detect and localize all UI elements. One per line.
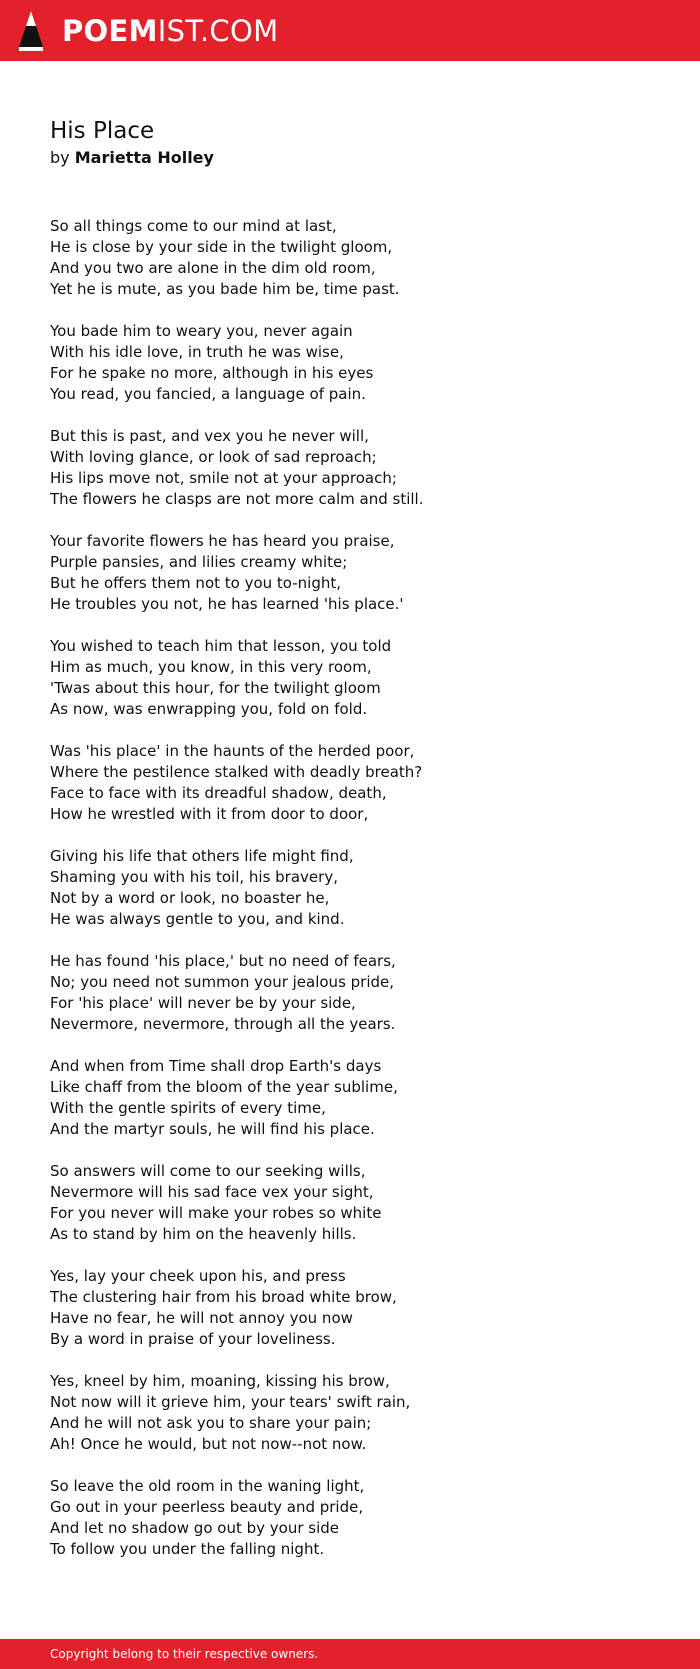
stanza [50,1371,650,1455]
poem-line: With the gentle spirits of every time, [50,1099,326,1117]
stanza [50,426,650,510]
site-header [0,0,700,61]
poem-line: The flowers he clasps are not more calm and still. [50,490,424,508]
poem-line: You bade him to weary you, never again [50,322,353,340]
stanza [50,1266,650,1350]
poem-line: For he spake no more, although in his eyes [50,364,374,382]
poem-body [50,216,650,1560]
stanza [50,1161,650,1245]
poem-line: Where the pestilence stalked with deadly breath? [50,763,423,781]
stanza [50,216,650,300]
copyright-notice: Copyright belong to their respective owners. [50,1647,319,1661]
stanza [50,1476,650,1560]
stanza [50,1056,650,1140]
poem-line: Not now will it grieve him, your tears' swift rain, [50,1393,411,1411]
poem-line: Your favorite flowers he has heard you praise, [50,532,395,550]
poem-line: Yet he is mute, as you bade him be, time past. [50,280,400,298]
poem-line: Him as much, you know, in this very room, [50,658,372,676]
poem-line: Face to face with its dreadful shadow, death, [50,784,387,802]
poem-line: Have no fear, he will not annoy you now [50,1309,353,1327]
poem-line: Nevermore, nevermore, through all the years. [50,1015,396,1033]
pencil-tip-icon [18,10,44,52]
poem-line: Go out in your peerless beauty and pride, [50,1498,364,1516]
poem-line: Yes, kneel by him, moaning, kissing his brow, [50,1372,390,1390]
poem-line: No; you need not summon your jealous pride, [50,973,395,991]
poem-line: So answers will come to our seeking wills, [50,1162,366,1180]
poem-line: With loving glance, or look of sad reproach; [50,448,377,466]
site-logo-text[interactable] [62,11,278,51]
poem-line: 'Twas about this hour, for the twilight gloom [50,679,381,697]
poem-line: Purple pansies, and lilies creamy white; [50,553,348,571]
poem-line: And when from Time shall drop Earth's days [50,1057,382,1075]
poem-line: He troubles you not, he has learned 'his place.' [50,595,404,613]
author-name: Marietta Holley [74,148,214,167]
poem-line: To follow you under the falling night. [50,1540,325,1558]
poem-line: With his idle love, in truth he was wise, [50,343,344,361]
poem-line: And you two are alone in the dim old room, [50,259,376,277]
poem-line: Yes, lay your cheek upon his, and press [50,1267,346,1285]
poem-line: Shaming you with his toil, his bravery, [50,868,338,886]
stanza [50,741,650,825]
poem-line: For you never will make your robes so white [50,1204,382,1222]
stanza [50,531,650,615]
poem-line: So leave the old room in the waning light, [50,1477,365,1495]
poem-line: He has found 'his place,' but no need of fears, [50,952,396,970]
poem-line: You wished to teach him that lesson, you told [50,637,392,655]
poem-line: And the martyr souls, he will find his place. [50,1120,375,1138]
poem-line: Was 'his place' in the haunts of the herded poor, [50,742,415,760]
brand-bold-text: POEM [62,14,158,48]
poem-line: And he will not ask you to share your pain; [50,1414,372,1432]
poem-line: And let no shadow go out by your side [50,1519,339,1537]
by-label: by [50,148,70,167]
poem-line: The clustering hair from his broad white brow, [50,1288,397,1306]
stanza [50,951,650,1035]
poem-line: His lips move not, smile not at your approach; [50,469,397,487]
brand-regular-text: IST.COM [157,14,279,48]
poem-line: He is close by your side in the twilight gloom, [50,238,393,256]
stanza [50,846,650,930]
poem-content [50,115,650,1581]
poem-line: By a word in praise of your loveliness. [50,1330,336,1348]
poem-line: But this is past, and vex you he never will, [50,427,369,445]
poem-line: So all things come to our mind at last, [50,217,337,235]
poem-line: But he offers them not to you to-night, [50,574,342,592]
stanza [50,636,650,720]
poem-line: He was always gentle to you, and kind. [50,910,345,928]
poem-title: His Place [50,118,155,144]
stanza [50,321,650,405]
poem-line: As to stand by him on the heavenly hills. [50,1225,357,1243]
byline [50,147,650,169]
poem-line: Ah! Once he would, but not now--not now. [50,1435,367,1453]
poem-line: For 'his place' will never be by your side, [50,994,356,1012]
poem-line: Nevermore will his sad face vex your sight, [50,1183,374,1201]
site-footer [0,1639,700,1669]
poem-line: Not by a word or look, no boaster he, [50,889,330,907]
poem-line: As now, was enwrapping you, fold on fold. [50,700,368,718]
poem-line: Like chaff from the bloom of the year sublime, [50,1078,398,1096]
poem-line: How he wrestled with it from door to door, [50,805,369,823]
poem-line: Giving his life that others life might find, [50,847,354,865]
poem-line: You read, you fancied, a language of pain. [50,385,366,403]
